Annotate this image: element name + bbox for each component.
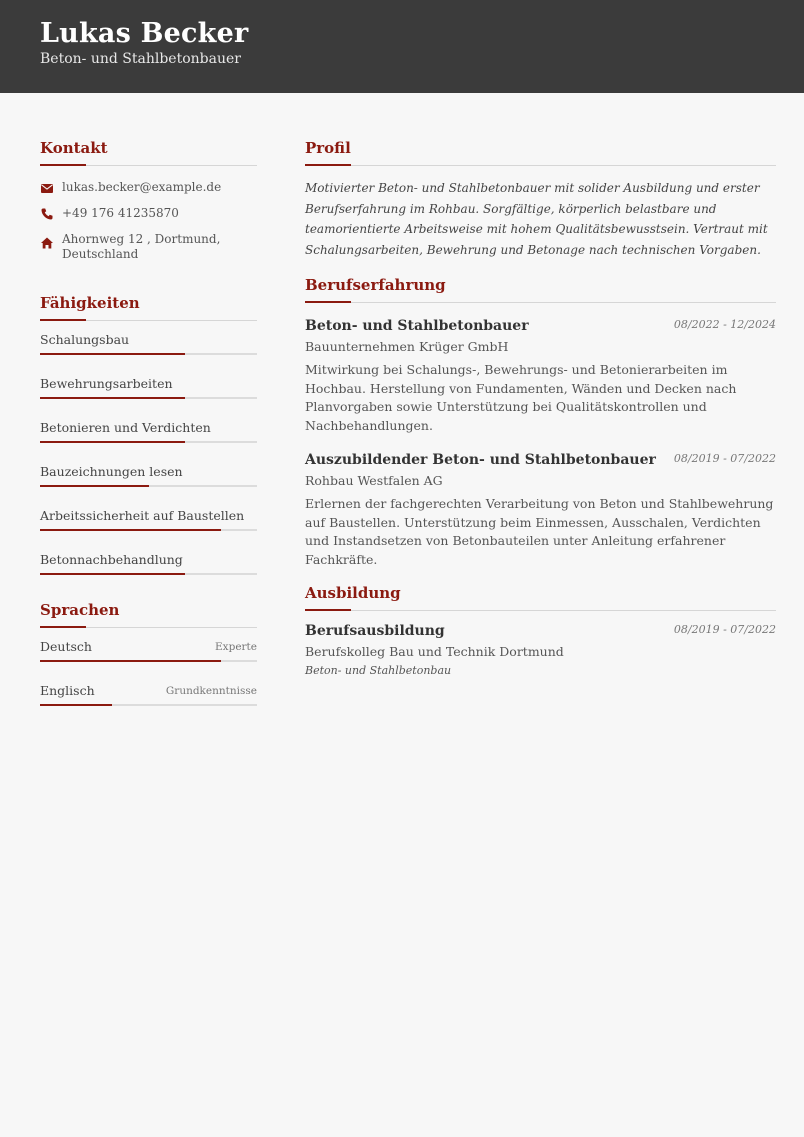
skill-bar-fill: [40, 441, 185, 443]
skill-bar-track: [40, 529, 257, 531]
experience-entry: [305, 317, 776, 435]
mail-icon: [40, 181, 54, 195]
skill-label: Bewehrungsarbeiten: [40, 376, 173, 391]
languages-heading: [40, 600, 257, 628]
main-content: [305, 138, 776, 691]
contact-phone[interactable]: [40, 206, 257, 221]
candidate-name: Lukas Becker: [40, 18, 249, 49]
skill-label: Schalungsbau: [40, 332, 130, 347]
experience-heading-label: Berufserfahrung: [305, 276, 446, 294]
contact-heading-label: Kontakt: [40, 139, 108, 157]
school: Berufskolleg Bau und Technik Dortmund: [305, 644, 564, 659]
resume-header: [0, 0, 804, 93]
skill-bar-track: [40, 353, 257, 355]
job-date: 08/2019 - 07/2022: [673, 452, 776, 465]
education-heading-label: Ausbildung: [305, 584, 401, 602]
skill-bar-track: [40, 397, 257, 399]
skill-item: [40, 414, 257, 458]
degree: Berufsausbildung: [305, 623, 445, 639]
contact-heading: [40, 138, 257, 166]
job-company: Bauunternehmen Krüger GmbH: [305, 339, 509, 354]
skill-bar-fill: [40, 485, 149, 487]
education-date: 08/2019 - 07/2022: [673, 623, 776, 636]
skill-label: Betonnachbehandlung: [40, 552, 183, 567]
language-item: [40, 677, 257, 721]
skill-label: Bauzeichnungen lesen: [40, 464, 183, 479]
job-date: 08/2022 - 12/2024: [673, 318, 776, 331]
home-icon: [40, 236, 54, 250]
language-bar-fill: [40, 704, 112, 706]
skill-item: [40, 458, 257, 502]
job-company: Rohbau Westfalen AG: [305, 473, 443, 488]
skill-item: [40, 326, 257, 370]
skill-item: [40, 370, 257, 414]
experience-entry: [305, 451, 776, 569]
sidebar: [40, 138, 257, 721]
skill-bar-track: [40, 573, 257, 575]
language-level: Experte: [215, 641, 257, 653]
education-entry: [305, 622, 776, 677]
skill-bar-fill: [40, 397, 185, 399]
email-text: lukas.becker@example.de: [62, 180, 222, 194]
experience-heading: [305, 275, 776, 303]
education-heading: [305, 583, 776, 611]
skill-bar-track: [40, 485, 257, 487]
profile-heading: [305, 138, 776, 166]
phone-text: +49 176 41235870: [62, 206, 179, 220]
education-field: Beton- und Stahlbetonbau: [305, 664, 452, 677]
job-role: Auszubildender Beton- und Stahlbetonbauer: [305, 452, 656, 468]
languages-list: [40, 633, 257, 721]
address-text: Ahornweg 12 , Dortmund, Deutschland: [62, 232, 221, 261]
contact-address: [40, 232, 257, 262]
phone-icon: [40, 207, 54, 221]
language-bar-track: [40, 704, 257, 706]
language-label: Deutsch: [40, 639, 92, 654]
job-description: Erlernen der fachgerechten Verarbeitung von Beton und Stahlbewehrung auf Baustellen. Unterstützung beim Einmessen, Ausschalen, Verdichten und Instandsetzen von Betonbauteilen unter Anleitung erfahrener Fachkräfte.: [305, 496, 774, 567]
language-bar-fill: [40, 660, 221, 662]
skill-bar-fill: [40, 573, 185, 575]
language-item: [40, 633, 257, 677]
skill-label: Betonieren und Verdichten: [40, 420, 211, 435]
skill-bar-fill: [40, 529, 221, 531]
skill-bar-track: [40, 441, 257, 443]
language-bar-track: [40, 660, 257, 662]
skills-list: [40, 326, 257, 590]
skills-heading: [40, 293, 257, 321]
profile-heading-label: Profil: [305, 139, 351, 157]
job-role: Beton- und Stahlbetonbauer: [305, 318, 529, 334]
skill-bar-fill: [40, 353, 185, 355]
skill-item: [40, 502, 257, 546]
language-level: Grundkenntnisse: [165, 685, 257, 697]
candidate-title: Beton- und Stahlbetonbauer: [40, 51, 241, 67]
profile-text: Motivierter Beton- und Stahlbetonbauer mit solider Ausbildung und erster Berufserfahrung im Rohbau. Sorgfältige, körperlich belastbare und teamorientierte Arbeitsweise mit hohem Qualitätsbewusstsein. Vertraut mit Schalungsarbeiten, Bewehrung und Betonage nach technischen Vorgaben.: [305, 181, 768, 257]
languages-heading-label: Sprachen: [40, 601, 120, 619]
contact-email[interactable]: [40, 180, 257, 195]
skill-item: [40, 546, 257, 590]
job-description: Mitwirkung bei Schalungs-, Bewehrungs- und Betonierarbeiten im Hochbau. Herstellung von Fundamenten, Wänden und Decken nach Planvorgaben sowie Unterstützung bei Qualitätskontrollen und Nachbehandlungen.: [305, 362, 737, 433]
skill-label: Arbeitssicherheit auf Baustellen: [40, 508, 245, 523]
skills-heading-label: Fähigkeiten: [40, 294, 140, 312]
language-label: Englisch: [40, 683, 95, 698]
